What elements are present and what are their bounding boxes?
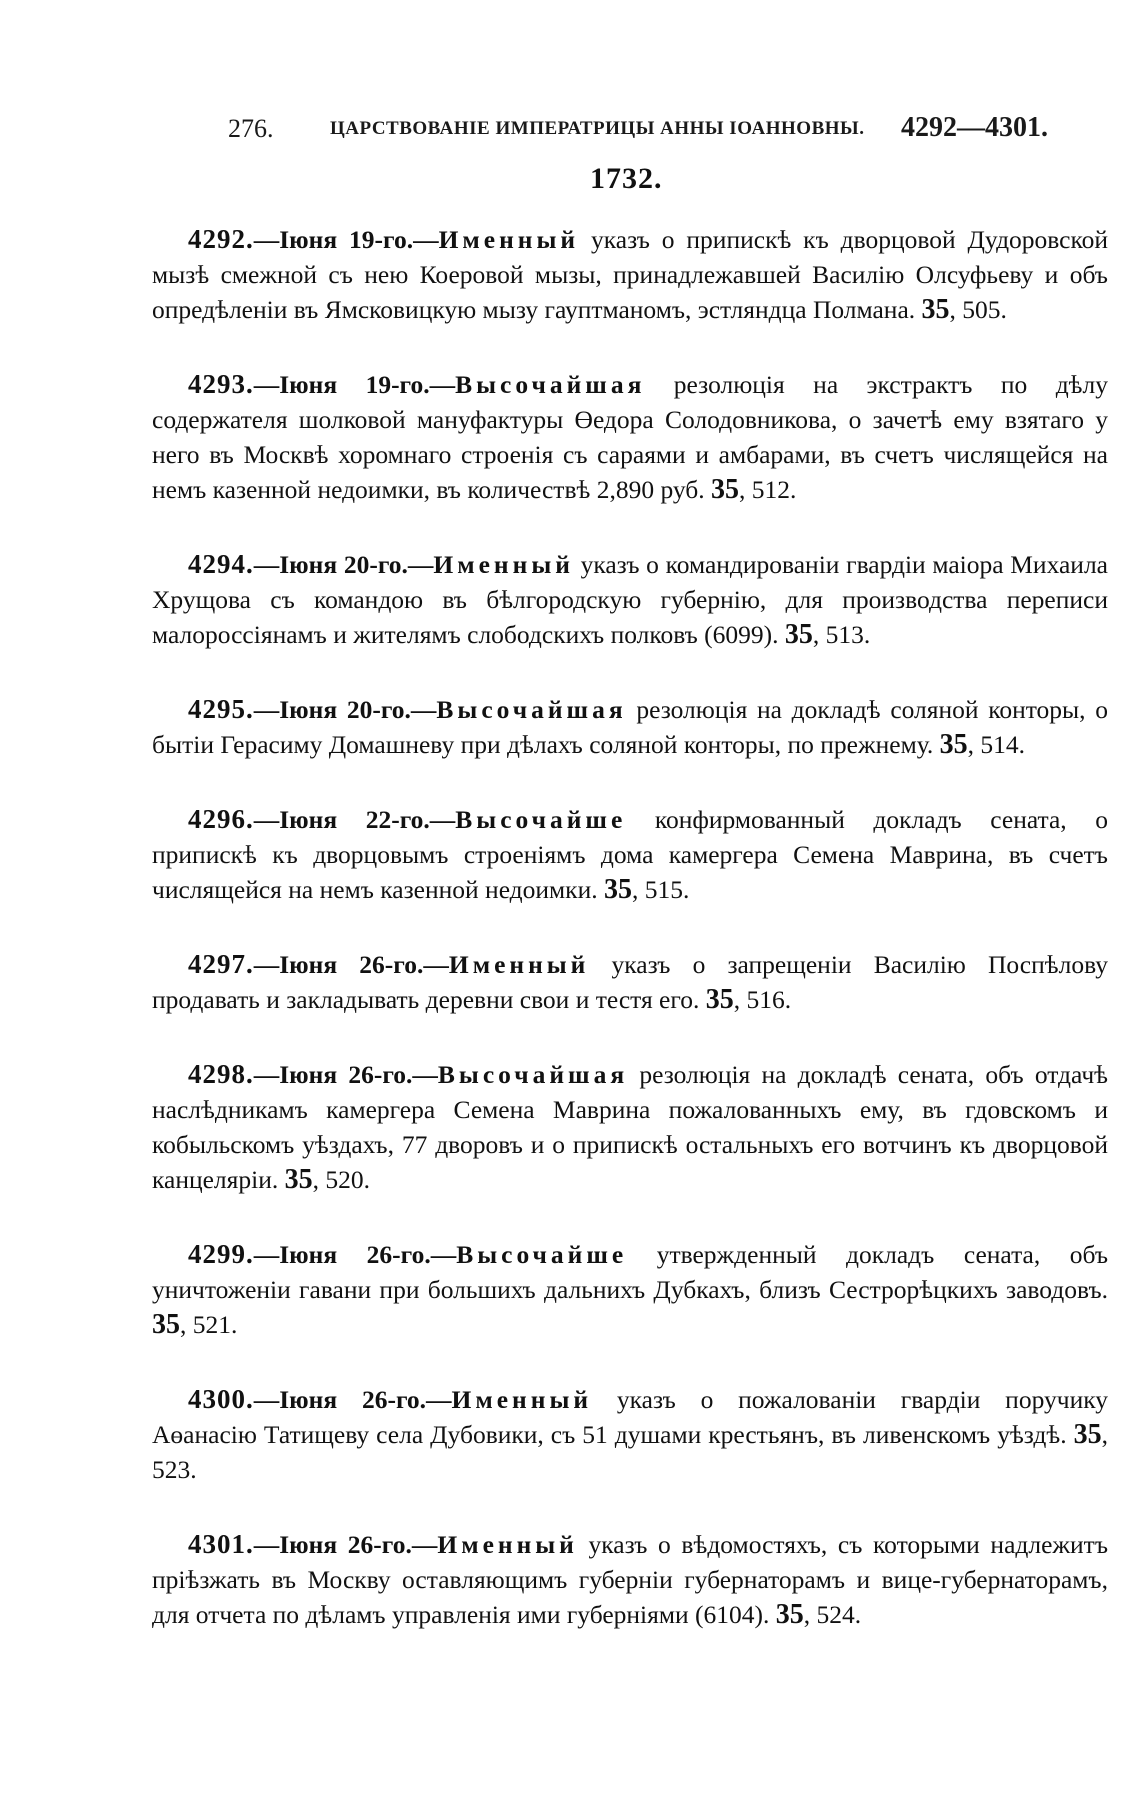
entry-number: 4298.: [188, 1059, 254, 1089]
entry-number: 4294.: [188, 549, 254, 579]
entry-volume: 35: [784, 619, 813, 650]
entry: [152, 1527, 1108, 1632]
entry-number: 4300.: [188, 1384, 254, 1414]
entry-kind: Именный: [437, 1530, 578, 1559]
entry-text: указъ о запрещеніи Василію Поспѣлову продавать и закладывать деревни свои и тестя его.: [152, 950, 1109, 1014]
entry-kind: Высочайше: [456, 1240, 628, 1269]
entry: [152, 1237, 1108, 1342]
entry-date: —Іюня 20-го.—: [253, 550, 434, 579]
entry-date: —Іюня 26-го.—: [253, 1385, 452, 1414]
page-number: 276.: [228, 114, 274, 143]
entry-volume: 35: [711, 474, 740, 505]
entry-volume: 35: [921, 294, 950, 325]
entry-volume: 35: [705, 984, 734, 1015]
entry: [152, 1382, 1108, 1487]
entry-kind: Именный: [448, 950, 590, 979]
entry-page: , 515.: [631, 875, 690, 904]
entry-volume: 35: [939, 729, 968, 760]
entry-number: 4292.: [188, 224, 254, 254]
entry-number: 4293.: [188, 369, 254, 399]
entry-range: 4292—4301.: [901, 112, 1048, 143]
entry-kind: Высочайшая: [437, 1060, 629, 1089]
year-heading: 1732.: [590, 162, 663, 195]
entry-kind: Высочайшая: [455, 370, 646, 399]
entry-text: указъ о командированіи гвардіи маіора Михаила Хрущова съ командою въ бѣлгородскую губернію, для производства переписи малороссіянамъ и жителямъ слободскихъ полковъ (6099).: [152, 550, 1108, 649]
entry-page: , 524.: [803, 1600, 862, 1629]
entry-text: резолюція на экстрактъ по дѣлу содержателя шолковой мануфактуры Өедора Солодовникова, о зачетѣ ему взятаго у него въ Москвѣ хоромнаго строенія съ сараями и амбарами, въ счетъ числящейся на немъ казенной недоимки, въ количествѣ 2,890 руб.: [152, 370, 1109, 504]
entry-page: , 514.: [967, 730, 1026, 759]
entry-number: 4295.: [188, 694, 254, 724]
entry-number: 4299.: [188, 1239, 254, 1269]
entry-date: —Іюня 20-го.—: [253, 695, 437, 724]
entry-text: указъ о вѣдомостяхъ, съ которыми надлежитъ пріѣзжать въ Москву оставляющимъ губерніи губернаторамъ и вице-губернаторамъ, для отчета по дѣламъ управленія ими губерніями (6104).: [152, 1530, 1109, 1629]
entry: [152, 222, 1108, 327]
entry: [152, 1057, 1108, 1197]
running-header: [228, 108, 1048, 152]
entry-page: , 521.: [180, 1310, 238, 1339]
entry-date: —Іюня 26-го.—: [253, 1240, 457, 1269]
running-title: ЦАРСТВОВАНІЕ ИМПЕРАТРИЦЫ АННЫ ІОАННОВНЫ.: [330, 118, 865, 139]
entry-date: —Іюня 26-го.—: [253, 950, 449, 979]
entry-date: —Іюня 26-го.—: [253, 1530, 438, 1559]
entries-list: [152, 222, 1108, 1672]
entry-kind: Именный: [451, 1385, 593, 1414]
entry-kind: Именный: [438, 225, 580, 254]
entry-page: , 512.: [739, 475, 797, 504]
entry-text: указъ о припискѣ къ дворцовой Дудоровской мызѣ смежной съ нею Коеровой мызы, принадлежавшей Василію Олсуфьеву и объ опредѣленіи въ Ямсковицкую мызу гауптманомъ, эстляндца Полмана.: [152, 225, 1108, 324]
entry: [152, 802, 1108, 907]
entry-page: , 513.: [812, 620, 871, 649]
entry-volume: 35: [775, 1599, 804, 1630]
entry-kind: Высочайше: [455, 805, 627, 834]
entry-volume: 35: [284, 1164, 313, 1195]
entry-date: —Іюня 19-го.—: [253, 370, 456, 399]
entry-volume: 35: [152, 1309, 180, 1340]
entry-text: утвержденный докладъ сената, объ уничтоженіи гавани при большихъ дальнихъ Дубкахъ, близъ Сестрорѣцкихъ заводовъ.: [152, 1240, 1109, 1304]
entry-number: 4301.: [188, 1529, 254, 1559]
entry-kind: Высочайшая: [436, 695, 627, 724]
entry: [152, 947, 1108, 1017]
entry-text: указъ о пожалованіи гвардіи поручику Аөанасію Татищеву села Дубовики, съ 51 душами крестьянъ, въ ливенскомъ уѣздѣ.: [152, 1385, 1108, 1449]
entry-page: , 505.: [949, 295, 1007, 324]
entry-volume: 35: [1073, 1419, 1102, 1450]
entry-date: —Іюня 22-го.—: [253, 805, 456, 834]
entry-page: , 523.: [152, 1420, 1109, 1484]
entry-page: , 520.: [312, 1165, 370, 1194]
entry-text: резолюція на докладѣ сената, объ отдачѣ наслѣдникамъ камергера Семена Маврина пожалованныхъ ему, въ гдовскомъ и кобыльскомъ уѣздахъ, 77 дворовъ и о припискѣ остальныхъ его вотчинъ къ дворцовой канцеляріи.: [152, 1060, 1108, 1194]
entry-volume: 35: [603, 874, 632, 905]
entry-date: —Іюня 26-го.—: [253, 1060, 438, 1089]
entry-page: , 516.: [733, 985, 792, 1014]
entry-kind: Именный: [433, 550, 574, 579]
entry-text: конфирмованный докладъ сената, о припискѣ къ дворцовымъ строеніямъ дома камергера Семена Маврина, въ счетъ числящейся на немъ казенной недоимки.: [152, 805, 1108, 904]
entry: [152, 547, 1108, 652]
entry-text: резолюція на докладѣ соляной конторы, о бытіи Герасиму Домашневу при дѣлахъ соляной конторы, по прежнему.: [152, 695, 1108, 759]
entry: [152, 692, 1108, 762]
entry-date: —Іюня 19-го.—: [253, 225, 439, 254]
entry-number: 4296.: [188, 804, 254, 834]
entry: [152, 367, 1108, 507]
entry-number: 4297.: [188, 949, 254, 979]
